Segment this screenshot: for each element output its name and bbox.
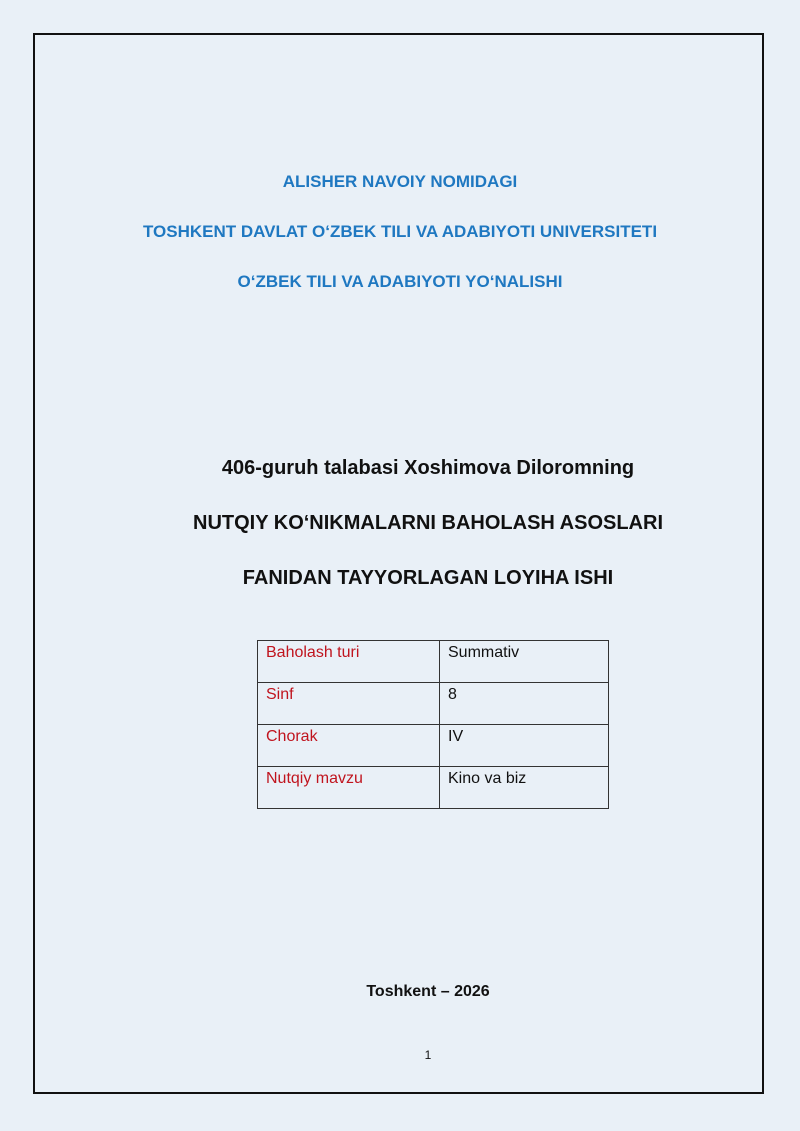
table-row: [258, 725, 609, 767]
table-key-cell: Baholash turi: [258, 641, 440, 683]
assessment-info-table: [257, 640, 609, 809]
project-title-line-1: NUTQIY KO‘NIKMALARNI BAHOLASH ASOSLARI: [193, 512, 663, 534]
table-value-cell: Summativ: [440, 641, 609, 683]
project-title-line-2: FANIDAN TAYYORLAGAN LOYIHA ISHI: [242, 567, 614, 589]
page-border: [33, 33, 764, 1094]
table-key-cell: Sinf: [258, 683, 440, 725]
author-line: 406-guruh talabasi Xoshimova Diloromning: [221, 457, 635, 479]
table-value-cell: 8: [440, 683, 609, 725]
table-row: [258, 767, 609, 809]
table-value-cell: Kino va biz: [440, 767, 609, 809]
table-row: [258, 683, 609, 725]
university-line-3: O‘ZBEK TILI VA ADABIYOTI YO‘NALISHI: [237, 272, 563, 291]
university-line-2: TOSHKENT DAVLAT O‘ZBEK TILI VA ADABIYOTI UNIVERSITETI: [142, 222, 658, 241]
table-key-cell: Chorak: [258, 725, 440, 767]
table-row: [258, 641, 609, 683]
university-line-1: ALISHER NAVOIY NOMIDAGI: [282, 172, 518, 191]
page-number: 1: [424, 1048, 432, 1062]
table-key-cell: Nutqiy mavzu: [258, 767, 440, 809]
city-year: Toshkent – 2026: [366, 983, 490, 1000]
table-value-cell: IV: [440, 725, 609, 767]
